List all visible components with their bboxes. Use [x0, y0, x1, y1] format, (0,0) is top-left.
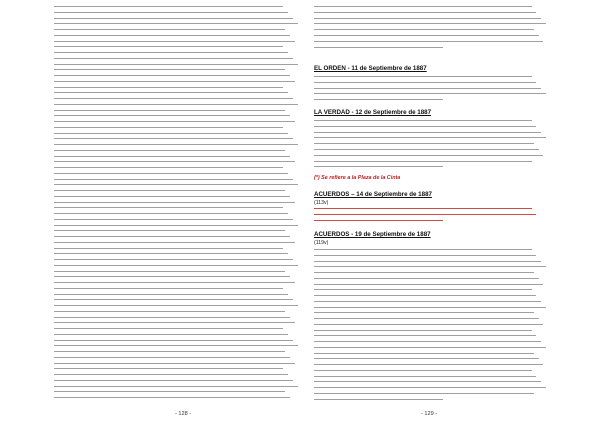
- text-line-placeholder: [54, 294, 288, 295]
- text-line-placeholder: [54, 161, 295, 162]
- text-line-placeholder: [54, 345, 298, 346]
- text-line-placeholder: [54, 305, 298, 306]
- text-line-placeholder: [54, 334, 288, 335]
- text-line-placeholder: [314, 18, 541, 19]
- heading-acuerdos-14: ACUERDOS – 14 de Septiembre de 1887: [314, 191, 432, 198]
- text-line-placeholder: [314, 272, 534, 273]
- text-line-placeholder: [54, 288, 283, 289]
- text-line-placeholder: [54, 35, 290, 36]
- text-line-placeholder: [314, 99, 443, 100]
- text-line-placeholder: [314, 23, 546, 24]
- text-line-placeholder: [54, 29, 285, 30]
- text-line-placeholder: [54, 340, 293, 341]
- text-line-placeholder: [54, 12, 288, 13]
- text-line-placeholder: [314, 161, 532, 162]
- text-line-placeholder: [54, 374, 288, 375]
- la-verdad-footnote: (*) Se refiere a la Plaza de la Cinta: [314, 175, 401, 181]
- text-line-placeholder: [54, 58, 293, 59]
- text-line-placeholder: [54, 236, 290, 237]
- text-line-placeholder: [314, 335, 536, 336]
- text-line-placeholder: [314, 120, 532, 121]
- text-line-placeholder: [314, 132, 541, 133]
- text-line-placeholder: [54, 202, 295, 203]
- text-line-placeholder: [54, 357, 290, 358]
- text-line-placeholder: [54, 242, 295, 243]
- text-line-placeholder: [54, 52, 288, 53]
- text-line-placeholder: [54, 271, 285, 272]
- text-line-placeholder: [54, 127, 283, 128]
- text-line-placeholder: [54, 98, 293, 99]
- text-line-placeholder: [314, 266, 546, 267]
- text-line-placeholder: [314, 312, 534, 313]
- text-line-placeholder: [54, 322, 295, 323]
- text-line-placeholder: [54, 380, 293, 381]
- text-line-placeholder: [314, 12, 536, 13]
- text-line-placeholder: [54, 167, 283, 168]
- text-line-placeholder: [54, 282, 295, 283]
- text-line-placeholder: [54, 150, 285, 151]
- text-line-placeholder: [314, 376, 536, 377]
- text-line-placeholder: [54, 311, 285, 312]
- text-line-placeholder: [314, 255, 536, 256]
- heading-el-orden: EL ORDEN - 11 de Septiembre de 1887: [314, 65, 427, 72]
- acuerdos-14-ref: (113v): [314, 200, 329, 206]
- page-number-left: - 128 -: [175, 411, 192, 417]
- text-line-placeholder: [314, 137, 546, 138]
- text-line-placeholder: [54, 110, 285, 111]
- text-line-placeholder: [54, 69, 285, 70]
- text-line-placeholder: [54, 253, 288, 254]
- text-line-placeholder: [54, 207, 283, 208]
- text-line-placeholder: [314, 387, 546, 388]
- text-line-placeholder: [54, 6, 283, 7]
- text-line-placeholder: [54, 138, 293, 139]
- text-line-placeholder: [314, 289, 532, 290]
- text-line-placeholder: [54, 81, 295, 82]
- text-line-placeholder: [54, 190, 285, 191]
- text-line-placeholder: [314, 347, 546, 348]
- text-line-placeholder: [314, 76, 532, 77]
- text-line-placeholder: [54, 92, 288, 93]
- text-line-placeholder: [314, 82, 536, 83]
- text-line-placeholder: [314, 208, 532, 209]
- text-line-placeholder: [54, 248, 283, 249]
- text-line-placeholder: [54, 230, 285, 231]
- text-line-placeholder: [54, 75, 290, 76]
- text-line-placeholder: [314, 318, 539, 319]
- heading-la-verdad: LA VERDAD - 12 de Septiembre de 1887: [314, 109, 432, 116]
- text-line-placeholder: [314, 220, 443, 221]
- text-line-placeholder: [314, 295, 536, 296]
- text-line-placeholder: [54, 328, 283, 329]
- text-line-placeholder: [54, 121, 295, 122]
- text-line-placeholder: [314, 364, 543, 365]
- page-number-right: - 129 -: [421, 411, 438, 417]
- text-line-placeholder: [54, 299, 293, 300]
- text-line-placeholder: [54, 133, 288, 134]
- text-line-placeholder: [314, 29, 534, 30]
- text-line-placeholder: [54, 87, 283, 88]
- text-line-placeholder: [314, 35, 539, 36]
- text-line-placeholder: [314, 261, 541, 262]
- text-line-placeholder: [314, 143, 534, 144]
- text-line-placeholder: [54, 179, 293, 180]
- text-line-placeholder: [314, 358, 539, 359]
- text-line-placeholder: [314, 381, 541, 382]
- text-line-placeholder: [314, 324, 543, 325]
- text-line-placeholder: [54, 391, 285, 392]
- acuerdos-19-ref: (119v): [314, 240, 329, 246]
- text-line-placeholder: [314, 6, 532, 7]
- text-line-placeholder: [314, 353, 534, 354]
- text-line-placeholder: [54, 397, 290, 398]
- text-line-placeholder: [314, 126, 536, 127]
- text-line-placeholder: [314, 284, 543, 285]
- text-line-placeholder: [54, 219, 293, 220]
- text-line-placeholder: [54, 386, 298, 387]
- text-line-placeholder: [314, 166, 443, 167]
- text-line-placeholder: [54, 368, 283, 369]
- text-line-placeholder: [54, 184, 298, 185]
- text-line-placeholder: [314, 370, 532, 371]
- text-line-placeholder: [314, 47, 443, 48]
- text-line-placeholder: [54, 196, 290, 197]
- text-line-placeholder: [54, 46, 283, 47]
- text-line-placeholder: [54, 259, 293, 260]
- text-line-placeholder: [314, 278, 539, 279]
- heading-acuerdos-19: ACUERDOS - 19 de Septiembre de 1887: [314, 231, 431, 238]
- text-line-placeholder: [314, 88, 541, 89]
- text-line-placeholder: [54, 18, 293, 19]
- text-line-placeholder: [54, 173, 288, 174]
- text-line-placeholder: [314, 41, 543, 42]
- text-line-placeholder: [54, 265, 298, 266]
- text-line-placeholder: [314, 307, 546, 308]
- text-line-placeholder: [54, 363, 295, 364]
- text-line-placeholder: [54, 156, 290, 157]
- text-line-placeholder: [54, 144, 298, 145]
- text-line-placeholder: [314, 301, 541, 302]
- text-line-placeholder: [54, 276, 290, 277]
- text-line-placeholder: [54, 104, 298, 105]
- text-line-placeholder: [314, 393, 534, 394]
- text-line-placeholder: [314, 330, 532, 331]
- text-line-placeholder: [54, 213, 288, 214]
- text-line-placeholder: [54, 115, 290, 116]
- right-page: [314, 4, 550, 404]
- text-line-placeholder: [314, 149, 539, 150]
- text-line-placeholder: [314, 399, 443, 400]
- text-line-placeholder: [314, 341, 541, 342]
- text-line-placeholder: [54, 41, 295, 42]
- left-page: [54, 4, 302, 404]
- text-line-placeholder: [54, 23, 298, 24]
- text-line-placeholder: [54, 64, 298, 65]
- text-line-placeholder: [314, 214, 536, 215]
- text-line-placeholder: [54, 317, 290, 318]
- text-line-placeholder: [314, 93, 546, 94]
- text-line-placeholder: [54, 351, 285, 352]
- text-line-placeholder: [54, 225, 298, 226]
- text-line-placeholder: [314, 155, 543, 156]
- text-line-placeholder: [314, 249, 532, 250]
